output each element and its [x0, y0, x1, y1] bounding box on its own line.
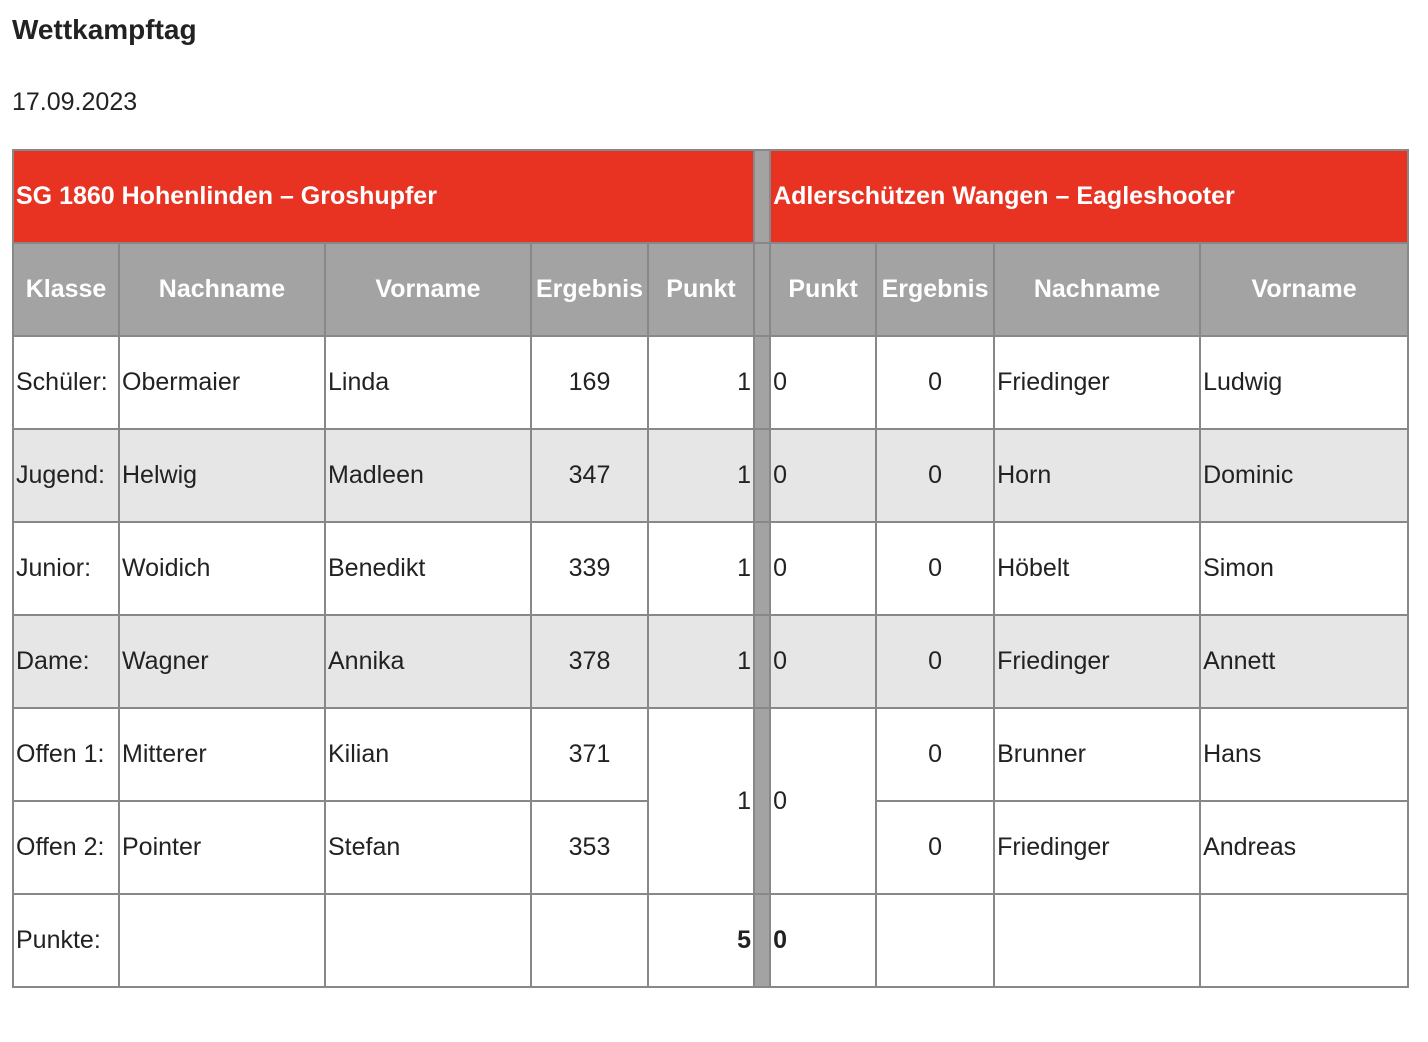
away-nachname: Friedinger	[994, 801, 1200, 894]
home-punkt: 1	[648, 429, 754, 522]
empty-cell	[876, 894, 994, 987]
row-klasse: Offen 2:	[13, 801, 119, 894]
match-date: 17.09.2023	[12, 88, 138, 116]
team-header-row	[13, 150, 1408, 243]
away-vorname: Annett	[1200, 615, 1408, 708]
home-ergebnis: 339	[531, 522, 648, 615]
page-title: Wettkampftag	[12, 14, 197, 45]
table-row	[13, 336, 1408, 429]
away-punkt: 0	[770, 336, 876, 429]
separator	[754, 708, 770, 894]
empty-cell	[531, 894, 648, 987]
home-total-points: 5	[648, 894, 754, 987]
separator	[754, 615, 770, 708]
home-nachname: Helwig	[119, 429, 325, 522]
home-ergebnis: 353	[531, 801, 648, 894]
away-ergebnis: 0	[876, 336, 994, 429]
totals-label: Punkte:	[13, 894, 119, 987]
table-row	[13, 429, 1408, 522]
away-vorname: Simon	[1200, 522, 1408, 615]
away-nachname: Brunner	[994, 708, 1200, 801]
away-vorname: Ludwig	[1200, 336, 1408, 429]
home-ergebnis: 378	[531, 615, 648, 708]
home-vorname: Benedikt	[325, 522, 531, 615]
home-vorname: Madleen	[325, 429, 531, 522]
home-nachname: Obermaier	[119, 336, 325, 429]
away-ergebnis: 0	[876, 708, 994, 801]
home-nachname: Pointer	[119, 801, 325, 894]
home-punkt: 1	[648, 336, 754, 429]
row-klasse: Schüler:	[13, 336, 119, 429]
home-punkt-offen: 1	[648, 708, 754, 894]
away-punkt: 0	[770, 429, 876, 522]
away-vorname: Andreas	[1200, 801, 1408, 894]
col-away-vorname: Vorname	[1200, 243, 1408, 336]
home-ergebnis: 169	[531, 336, 648, 429]
away-ergebnis: 0	[876, 801, 994, 894]
totals-row	[13, 894, 1408, 987]
separator	[754, 150, 770, 243]
empty-cell	[119, 894, 325, 987]
away-ergebnis: 0	[876, 615, 994, 708]
empty-cell	[1200, 894, 1408, 987]
away-total-points: 0	[770, 894, 876, 987]
home-ergebnis: 371	[531, 708, 648, 801]
away-vorname: Hans	[1200, 708, 1408, 801]
away-vorname: Dominic	[1200, 429, 1408, 522]
home-ergebnis: 347	[531, 429, 648, 522]
col-home-punkt: Punkt	[648, 243, 754, 336]
away-ergebnis: 0	[876, 522, 994, 615]
row-klasse: Jugend:	[13, 429, 119, 522]
separator	[754, 336, 770, 429]
separator	[754, 894, 770, 987]
col-home-vorname: Vorname	[325, 243, 531, 336]
away-punkt-offen: 0	[770, 708, 876, 894]
empty-cell	[325, 894, 531, 987]
away-nachname: Höbelt	[994, 522, 1200, 615]
home-vorname: Linda	[325, 336, 531, 429]
row-klasse: Dame:	[13, 615, 119, 708]
away-nachname: Friedinger	[994, 336, 1200, 429]
away-nachname: Horn	[994, 429, 1200, 522]
away-ergebnis: 0	[876, 429, 994, 522]
home-team-name: SG 1860 Hohenlinden – Groshupfer	[13, 150, 754, 243]
table-row	[13, 522, 1408, 615]
home-vorname: Stefan	[325, 801, 531, 894]
col-home-ergebnis: Ergebnis	[531, 243, 648, 336]
home-vorname: Annika	[325, 615, 531, 708]
col-klasse: Klasse	[13, 243, 119, 336]
col-away-nachname: Nachname	[994, 243, 1200, 336]
separator	[754, 243, 770, 336]
away-punkt: 0	[770, 522, 876, 615]
away-team-name: Adlerschützen Wangen – Eagleshooter	[770, 150, 1408, 243]
away-nachname: Friedinger	[994, 615, 1200, 708]
home-nachname: Woidich	[119, 522, 325, 615]
empty-cell	[994, 894, 1200, 987]
separator	[754, 429, 770, 522]
home-vorname: Kilian	[325, 708, 531, 801]
col-home-nachname: Nachname	[119, 243, 325, 336]
home-punkt: 1	[648, 522, 754, 615]
home-nachname: Wagner	[119, 615, 325, 708]
match-table	[12, 149, 1409, 988]
col-away-ergebnis: Ergebnis	[876, 243, 994, 336]
home-punkt: 1	[648, 615, 754, 708]
separator	[754, 522, 770, 615]
column-header-row	[13, 243, 1408, 336]
row-klasse: Junior:	[13, 522, 119, 615]
table-row	[13, 615, 1408, 708]
home-nachname: Mitterer	[119, 708, 325, 801]
row-klasse: Offen 1:	[13, 708, 119, 801]
away-punkt: 0	[770, 615, 876, 708]
col-away-punkt: Punkt	[770, 243, 876, 336]
table-row	[13, 708, 1408, 801]
